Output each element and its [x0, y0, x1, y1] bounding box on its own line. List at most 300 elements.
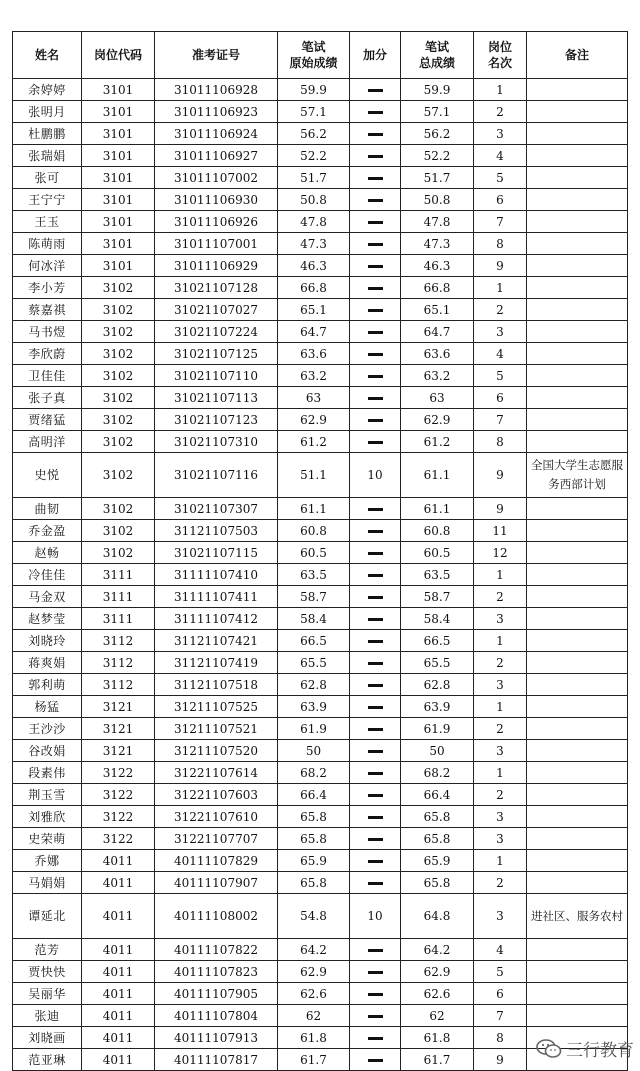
cell-remark — [527, 431, 628, 453]
cell-remark — [527, 123, 628, 145]
cell-rank: 1 — [474, 850, 527, 872]
cell-name: 蒋爽娟 — [13, 652, 82, 674]
cell-position-code: 3101 — [82, 167, 155, 189]
header-exam-id: 准考证号 — [155, 32, 278, 79]
cell-total-score: 65.5 — [401, 652, 474, 674]
cell-raw-score: 60.5 — [278, 542, 350, 564]
header-total-score: 笔试 总成绩 — [401, 32, 474, 79]
cell-remark: 全国大学生志愿服务西部计划 — [527, 453, 628, 498]
cell-rank: 3 — [474, 674, 527, 696]
cell-total-score: 66.5 — [401, 630, 474, 652]
cell-remark — [527, 740, 628, 762]
cell-bonus — [350, 409, 401, 431]
cell-raw-score: 66.4 — [278, 784, 350, 806]
cell-bonus — [350, 718, 401, 740]
header-position-code: 岗位代码 — [82, 32, 155, 79]
cell-rank: 6 — [474, 189, 527, 211]
cell-remark — [527, 255, 628, 277]
dash-mark — [368, 530, 383, 533]
dash-mark — [368, 1037, 383, 1040]
cell-bonus — [350, 740, 401, 762]
dash-mark — [368, 728, 383, 731]
cell-rank: 1 — [474, 762, 527, 784]
cell-rank: 2 — [474, 101, 527, 123]
cell-raw-score: 64.2 — [278, 939, 350, 961]
cell-bonus — [350, 123, 401, 145]
cell-remark — [527, 498, 628, 520]
cell-position-code: 4011 — [82, 1005, 155, 1027]
cell-total-score: 64.7 — [401, 321, 474, 343]
cell-rank: 5 — [474, 167, 527, 189]
cell-exam-id: 40111107804 — [155, 1005, 278, 1027]
cell-raw-score: 56.2 — [278, 123, 350, 145]
cell-exam-id: 31221107610 — [155, 806, 278, 828]
cell-bonus — [350, 564, 401, 586]
cell-raw-score: 61.9 — [278, 718, 350, 740]
score-table — [12, 31, 628, 1071]
table-row — [13, 674, 628, 696]
watermark — [536, 1036, 634, 1061]
table-body — [13, 79, 628, 1071]
cell-name: 刘雅欣 — [13, 806, 82, 828]
cell-exam-id: 31011106926 — [155, 211, 278, 233]
dash-mark — [368, 772, 383, 775]
cell-bonus — [350, 784, 401, 806]
cell-rank: 5 — [474, 961, 527, 983]
cell-rank: 4 — [474, 343, 527, 365]
cell-position-code: 3111 — [82, 586, 155, 608]
cell-position-code: 3102 — [82, 542, 155, 564]
table-row — [13, 299, 628, 321]
cell-total-score: 66.8 — [401, 277, 474, 299]
cell-position-code: 3101 — [82, 101, 155, 123]
cell-bonus — [350, 167, 401, 189]
cell-rank: 12 — [474, 542, 527, 564]
cell-rank: 3 — [474, 828, 527, 850]
cell-exam-id: 31021107307 — [155, 498, 278, 520]
dash-mark — [368, 199, 383, 202]
cell-rank: 9 — [474, 1049, 527, 1071]
cell-rank: 11 — [474, 520, 527, 542]
cell-position-code: 3102 — [82, 498, 155, 520]
cell-total-score: 57.1 — [401, 101, 474, 123]
cell-raw-score: 68.2 — [278, 762, 350, 784]
cell-rank: 4 — [474, 145, 527, 167]
cell-bonus — [350, 189, 401, 211]
dash-mark — [368, 816, 383, 819]
cell-remark — [527, 939, 628, 961]
cell-name: 刘晓画 — [13, 1027, 82, 1049]
cell-name: 陈萌雨 — [13, 233, 82, 255]
cell-raw-score: 65.8 — [278, 806, 350, 828]
dash-mark — [368, 706, 383, 709]
table-row — [13, 233, 628, 255]
dash-mark — [368, 684, 383, 687]
table-row — [13, 564, 628, 586]
cell-exam-id: 31021107113 — [155, 387, 278, 409]
dash-mark — [368, 353, 383, 356]
cell-remark — [527, 696, 628, 718]
cell-exam-id: 31021107115 — [155, 542, 278, 564]
cell-position-code: 3112 — [82, 630, 155, 652]
cell-rank: 5 — [474, 365, 527, 387]
cell-exam-id: 40111107913 — [155, 1027, 278, 1049]
cell-remark — [527, 321, 628, 343]
cell-remark — [527, 409, 628, 431]
cell-position-code: 3102 — [82, 387, 155, 409]
cell-remark — [527, 630, 628, 652]
cell-exam-id: 31121107419 — [155, 652, 278, 674]
cell-position-code: 3102 — [82, 431, 155, 453]
cell-name: 贾绪猛 — [13, 409, 82, 431]
cell-exam-id: 31011106930 — [155, 189, 278, 211]
cell-raw-score: 57.1 — [278, 101, 350, 123]
cell-exam-id: 31021107110 — [155, 365, 278, 387]
cell-position-code: 3101 — [82, 211, 155, 233]
cell-remark: 进社区、服务农村 — [527, 894, 628, 939]
cell-position-code: 3102 — [82, 409, 155, 431]
cell-rank: 1 — [474, 630, 527, 652]
cell-rank: 2 — [474, 718, 527, 740]
cell-exam-id: 40111107822 — [155, 939, 278, 961]
cell-name: 郭利萌 — [13, 674, 82, 696]
cell-remark — [527, 983, 628, 1005]
table-row — [13, 939, 628, 961]
cell-remark — [527, 211, 628, 233]
table-row — [13, 630, 628, 652]
cell-total-score: 52.2 — [401, 145, 474, 167]
dash-mark — [368, 794, 383, 797]
cell-rank: 7 — [474, 211, 527, 233]
dash-mark — [368, 287, 383, 290]
cell-remark — [527, 652, 628, 674]
cell-exam-id: 40111107823 — [155, 961, 278, 983]
cell-total-score: 61.1 — [401, 498, 474, 520]
table-row — [13, 872, 628, 894]
cell-position-code: 3101 — [82, 79, 155, 101]
cell-raw-score: 62.9 — [278, 409, 350, 431]
table-row — [13, 1005, 628, 1027]
cell-remark — [527, 145, 628, 167]
dash-mark — [368, 419, 383, 422]
cell-position-code: 3122 — [82, 784, 155, 806]
cell-position-code: 3102 — [82, 343, 155, 365]
cell-raw-score: 65.8 — [278, 828, 350, 850]
cell-total-score: 50.8 — [401, 189, 474, 211]
cell-exam-id: 31021107123 — [155, 409, 278, 431]
cell-bonus — [350, 961, 401, 983]
cell-exam-id: 40111107817 — [155, 1049, 278, 1071]
cell-total-score: 63 — [401, 387, 474, 409]
cell-raw-score: 66.5 — [278, 630, 350, 652]
table-row — [13, 542, 628, 564]
cell-total-score: 65.8 — [401, 828, 474, 850]
cell-position-code: 4011 — [82, 872, 155, 894]
cell-raw-score: 51.7 — [278, 167, 350, 189]
cell-exam-id: 31011106929 — [155, 255, 278, 277]
cell-raw-score: 65.5 — [278, 652, 350, 674]
cell-name: 赵畅 — [13, 542, 82, 564]
cell-total-score: 62.9 — [401, 409, 474, 431]
cell-exam-id: 31121107421 — [155, 630, 278, 652]
cell-rank: 1 — [474, 79, 527, 101]
cell-raw-score: 62.9 — [278, 961, 350, 983]
cell-name: 卫佳佳 — [13, 365, 82, 387]
cell-position-code: 3102 — [82, 299, 155, 321]
table-row — [13, 983, 628, 1005]
cell-raw-score: 63.6 — [278, 343, 350, 365]
cell-name: 范亚琳 — [13, 1049, 82, 1071]
cell-raw-score: 61.7 — [278, 1049, 350, 1071]
dash-mark — [368, 993, 383, 996]
cell-total-score: 47.3 — [401, 233, 474, 255]
cell-position-code: 3122 — [82, 806, 155, 828]
table-row — [13, 387, 628, 409]
cell-rank: 1 — [474, 277, 527, 299]
cell-bonus — [350, 299, 401, 321]
table-row — [13, 101, 628, 123]
cell-total-score: 64.8 — [401, 894, 474, 939]
cell-position-code: 3102 — [82, 453, 155, 498]
header-raw-score: 笔试 原始成绩 — [278, 32, 350, 79]
cell-name: 张可 — [13, 167, 82, 189]
dash-mark — [368, 133, 383, 136]
cell-position-code: 3111 — [82, 608, 155, 630]
cell-rank: 8 — [474, 431, 527, 453]
cell-total-score: 62.9 — [401, 961, 474, 983]
cell-raw-score: 63.5 — [278, 564, 350, 586]
cell-position-code: 4011 — [82, 961, 155, 983]
cell-exam-id: 31021107027 — [155, 299, 278, 321]
table-row — [13, 277, 628, 299]
cell-name: 蔡嘉祺 — [13, 299, 82, 321]
cell-exam-id: 31021107310 — [155, 431, 278, 453]
cell-remark — [527, 828, 628, 850]
cell-exam-id: 31021107128 — [155, 277, 278, 299]
cell-total-score: 62.8 — [401, 674, 474, 696]
cell-position-code: 3112 — [82, 652, 155, 674]
cell-total-score: 62 — [401, 1005, 474, 1027]
cell-name: 贾快快 — [13, 961, 82, 983]
cell-raw-score: 65.8 — [278, 872, 350, 894]
cell-bonus — [350, 233, 401, 255]
cell-bonus — [350, 939, 401, 961]
cell-name: 段素伟 — [13, 762, 82, 784]
dash-mark — [368, 596, 383, 599]
cell-raw-score: 62.6 — [278, 983, 350, 1005]
cell-total-score: 51.7 — [401, 167, 474, 189]
cell-name: 冷佳佳 — [13, 564, 82, 586]
cell-remark — [527, 233, 628, 255]
cell-bonus — [350, 828, 401, 850]
cell-name: 李欣蔚 — [13, 343, 82, 365]
cell-bonus — [350, 365, 401, 387]
cell-total-score: 62.6 — [401, 983, 474, 1005]
cell-exam-id: 31111107411 — [155, 586, 278, 608]
cell-total-score: 63.9 — [401, 696, 474, 718]
dash-mark — [368, 971, 383, 974]
cell-remark — [527, 277, 628, 299]
cell-raw-score: 61.8 — [278, 1027, 350, 1049]
cell-exam-id: 40111108002 — [155, 894, 278, 939]
table-row — [13, 123, 628, 145]
header-name: 姓名 — [13, 32, 82, 79]
cell-position-code: 3102 — [82, 321, 155, 343]
dash-mark — [368, 574, 383, 577]
dash-mark — [368, 221, 383, 224]
cell-name: 李小芳 — [13, 277, 82, 299]
table-row — [13, 696, 628, 718]
dash-mark — [368, 860, 383, 863]
table-row — [13, 211, 628, 233]
cell-raw-score: 58.7 — [278, 586, 350, 608]
cell-raw-score: 46.3 — [278, 255, 350, 277]
cell-rank: 1 — [474, 564, 527, 586]
table-row — [13, 409, 628, 431]
dash-mark — [368, 243, 383, 246]
cell-raw-score: 54.8 — [278, 894, 350, 939]
cell-exam-id: 31011106927 — [155, 145, 278, 167]
cell-raw-score: 51.1 — [278, 453, 350, 498]
cell-total-score: 63.5 — [401, 564, 474, 586]
cell-total-score: 65.9 — [401, 850, 474, 872]
cell-remark — [527, 564, 628, 586]
table-row — [13, 806, 628, 828]
table-row — [13, 784, 628, 806]
cell-bonus: 10 — [350, 894, 401, 939]
dash-mark — [368, 750, 383, 753]
cell-position-code: 3101 — [82, 123, 155, 145]
cell-remark — [527, 850, 628, 872]
table-row — [13, 828, 628, 850]
cell-remark — [527, 387, 628, 409]
dash-mark — [368, 949, 383, 952]
cell-raw-score: 65.9 — [278, 850, 350, 872]
cell-position-code: 3121 — [82, 696, 155, 718]
cell-bonus — [350, 255, 401, 277]
cell-name: 范芳 — [13, 939, 82, 961]
cell-name: 马金双 — [13, 586, 82, 608]
table-row — [13, 762, 628, 784]
cell-total-score: 65.1 — [401, 299, 474, 321]
cell-bonus — [350, 806, 401, 828]
cell-position-code: 4011 — [82, 939, 155, 961]
cell-rank: 4 — [474, 939, 527, 961]
cell-total-score: 58.4 — [401, 608, 474, 630]
cell-name: 张迪 — [13, 1005, 82, 1027]
cell-exam-id: 31211107525 — [155, 696, 278, 718]
cell-exam-id: 31211107521 — [155, 718, 278, 740]
cell-bonus — [350, 431, 401, 453]
cell-position-code: 3102 — [82, 520, 155, 542]
cell-raw-score: 60.8 — [278, 520, 350, 542]
cell-name: 张瑞娟 — [13, 145, 82, 167]
dash-mark — [368, 640, 383, 643]
cell-rank: 7 — [474, 409, 527, 431]
cell-rank: 3 — [474, 123, 527, 145]
dash-mark — [368, 662, 383, 665]
cell-rank: 2 — [474, 784, 527, 806]
dash-mark — [368, 618, 383, 621]
cell-raw-score: 62.8 — [278, 674, 350, 696]
table-row — [13, 520, 628, 542]
cell-raw-score: 47.3 — [278, 233, 350, 255]
cell-name: 刘晓玲 — [13, 630, 82, 652]
cell-raw-score: 65.1 — [278, 299, 350, 321]
cell-total-score: 63.6 — [401, 343, 474, 365]
cell-bonus — [350, 872, 401, 894]
cell-bonus — [350, 674, 401, 696]
cell-position-code: 4011 — [82, 1027, 155, 1049]
cell-bonus — [350, 1027, 401, 1049]
table-row — [13, 343, 628, 365]
cell-position-code: 3101 — [82, 233, 155, 255]
cell-rank: 3 — [474, 894, 527, 939]
cell-raw-score: 47.8 — [278, 211, 350, 233]
table-row — [13, 850, 628, 872]
cell-remark — [527, 586, 628, 608]
dash-mark — [368, 508, 383, 511]
cell-bonus: 10 — [350, 453, 401, 498]
cell-rank: 6 — [474, 387, 527, 409]
cell-rank: 8 — [474, 1027, 527, 1049]
cell-total-score: 61.7 — [401, 1049, 474, 1071]
dash-mark — [368, 375, 383, 378]
cell-raw-score: 58.4 — [278, 608, 350, 630]
cell-bonus — [350, 211, 401, 233]
cell-bonus — [350, 630, 401, 652]
cell-name: 赵梦莹 — [13, 608, 82, 630]
cell-bonus — [350, 1005, 401, 1027]
table-row — [13, 961, 628, 983]
cell-remark — [527, 299, 628, 321]
cell-bonus — [350, 696, 401, 718]
table-row — [13, 145, 628, 167]
cell-rank: 3 — [474, 740, 527, 762]
cell-name: 曲韧 — [13, 498, 82, 520]
cell-total-score: 64.2 — [401, 939, 474, 961]
cell-position-code: 3101 — [82, 189, 155, 211]
table-row — [13, 167, 628, 189]
table-row — [13, 652, 628, 674]
cell-position-code: 3121 — [82, 718, 155, 740]
dash-mark — [368, 397, 383, 400]
cell-position-code: 3111 — [82, 564, 155, 586]
table-row — [13, 255, 628, 277]
cell-total-score: 61.9 — [401, 718, 474, 740]
cell-total-score: 60.5 — [401, 542, 474, 564]
cell-rank: 1 — [474, 696, 527, 718]
cell-remark — [527, 542, 628, 564]
cell-total-score: 50 — [401, 740, 474, 762]
cell-bonus — [350, 343, 401, 365]
cell-exam-id: 31011107002 — [155, 167, 278, 189]
cell-exam-id: 31221107603 — [155, 784, 278, 806]
dash-mark — [368, 111, 383, 114]
cell-bonus — [350, 652, 401, 674]
header-row — [13, 32, 628, 79]
cell-name: 张子真 — [13, 387, 82, 409]
cell-name: 杜鹏鹏 — [13, 123, 82, 145]
cell-rank: 2 — [474, 299, 527, 321]
dash-mark — [368, 882, 383, 885]
table-row — [13, 79, 628, 101]
cell-rank: 3 — [474, 806, 527, 828]
cell-position-code: 4011 — [82, 983, 155, 1005]
table-row — [13, 608, 628, 630]
cell-remark — [527, 343, 628, 365]
cell-rank: 2 — [474, 586, 527, 608]
